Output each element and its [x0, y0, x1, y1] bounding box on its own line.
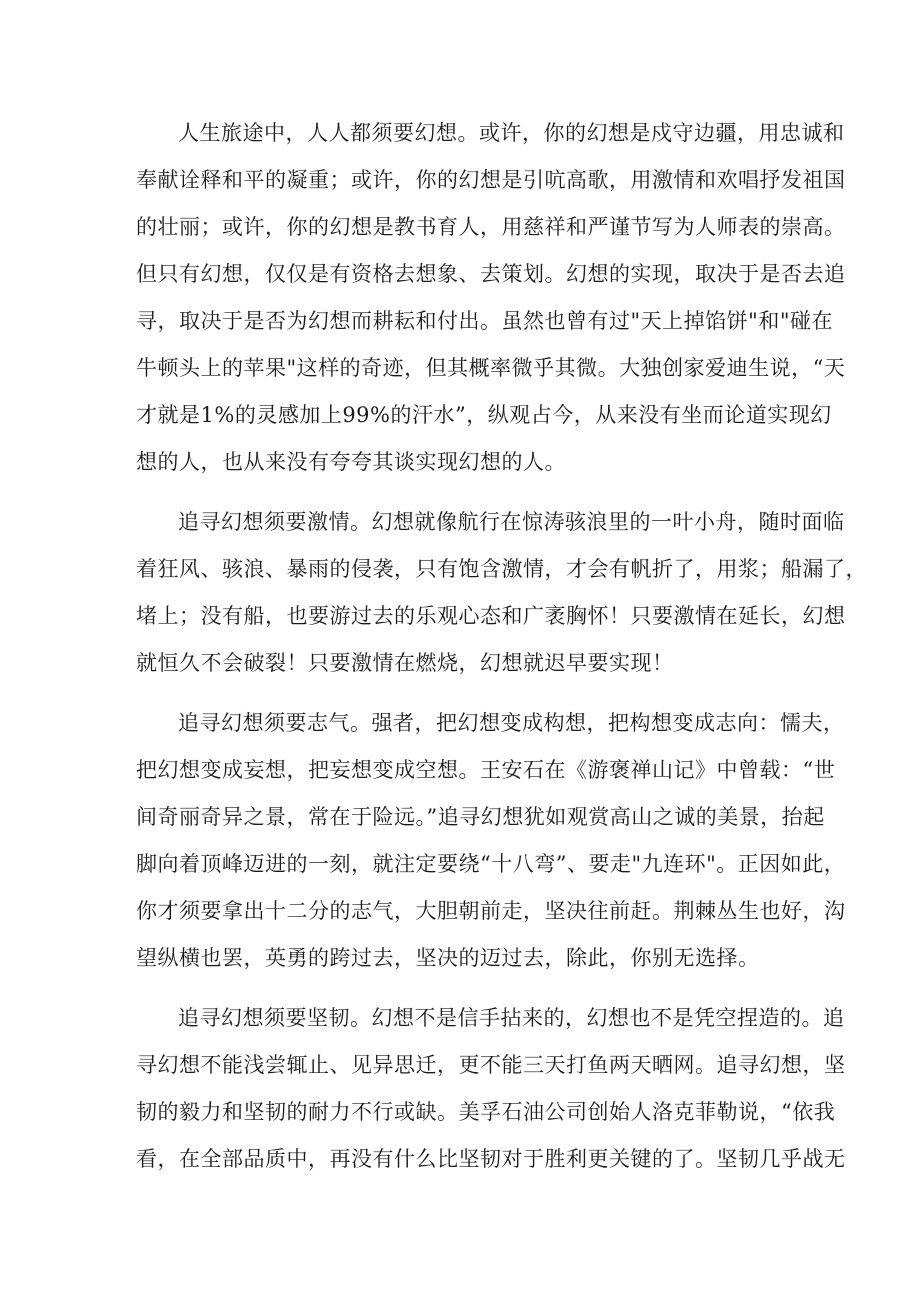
text-line: 脚向着顶峰迈进的一刻，就注定要绕“十八弯”、要走"九连环"。正因如此， — [136, 852, 846, 876]
text-line: 追寻幻想须要志气。强者，把幻想变成构想，把构想变成志向：懦夫， — [178, 711, 845, 735]
text-line: 把幻想变成妄想，把妄想变成空想。王安石在《游褒禅山记》中曾载：“世 — [136, 758, 836, 782]
paragraph-3 — [136, 700, 846, 982]
text-line: 人生旅途中，人人都须要幻想。或许，你的幻想是戍守边疆，用忠诚和 — [178, 121, 845, 145]
text-line: 追寻幻想须要坚韧。幻想不是信手拈来的，幻想也不是凭空捏造的。追 — [178, 1006, 845, 1030]
text-line: 牛顿头上的苹果"这样的奇迹，但其概率微乎其微。大独创家爱迪生说，“天 — [136, 356, 846, 380]
text-line: 追寻幻想须要激情。幻想就像航行在惊涛骇浪里的一叶小舟，随时面临 — [178, 510, 845, 534]
paragraph-4 — [136, 995, 846, 1183]
text-line: 寻，取决于是否为幻想而耕耘和付出。虽然也曾有过"天上掉馅饼"和"碰在 — [136, 309, 833, 333]
text-line: 间奇丽奇异之景，常在于险远。”追寻幻想犹如观赏高山之诚的美景，抬起 — [136, 805, 825, 829]
text-line: 韧的毅力和坚韧的耐力不行或缺。美孚石油公司创始人洛克菲勒说，“依我 — [136, 1100, 836, 1124]
text-line: 着狂风、骇浪、暴雨的侵袭，只有饱含激情，才会有帆折了，用浆；船漏了， — [136, 557, 867, 581]
text-line: 望纵横也罢，英勇的跨过去，坚决的迈过去，除此，你别无选择。 — [136, 946, 760, 970]
text-line: 才就是1%的灵感加上99%的汗水”，纵观占今，从来没有坐而论道实现幻 — [136, 403, 832, 427]
text-line: 想的人，也从来没有夸夸其谈实现幻想的人。 — [136, 450, 566, 474]
text-line: 寻幻想不能浅尝辄止、见异思迁，更不能三天打鱼两天晒网。追寻幻想，坚 — [136, 1053, 846, 1077]
paragraph-2 — [136, 499, 867, 687]
text-line: 就恒久不会破裂！只要激情在燃烧，幻想就迟早要实现！ — [136, 651, 674, 675]
text-line: 奉献诠释和平的凝重；或许，你的幻想是引吭高歌，用激情和欢唱抒发祖国 — [136, 168, 846, 192]
document-body — [136, 110, 867, 1196]
text-line: 但只有幻想，仅仅是有资格去想象、去策划。幻想的实现，取决于是否去追 — [136, 262, 846, 286]
text-line: 的壮丽；或许，你的幻想是教书育人，用慈祥和严谨节写为人师表的崇高。 — [136, 215, 846, 239]
text-line: 你才须要拿出十二分的志气，大胆朝前走，坚决往前赶。荆棘丛生也好，沟 — [136, 899, 846, 923]
text-line: 看，在全部品质中，再没有什么比坚韧对于胜利更关键的了。坚韧几乎战无 — [136, 1147, 846, 1171]
paragraph-1 — [136, 110, 846, 486]
text-line: 堵上；没有船，也要游过去的乐观心态和广袤胸怀！只要激情在延长，幻想 — [136, 604, 846, 628]
